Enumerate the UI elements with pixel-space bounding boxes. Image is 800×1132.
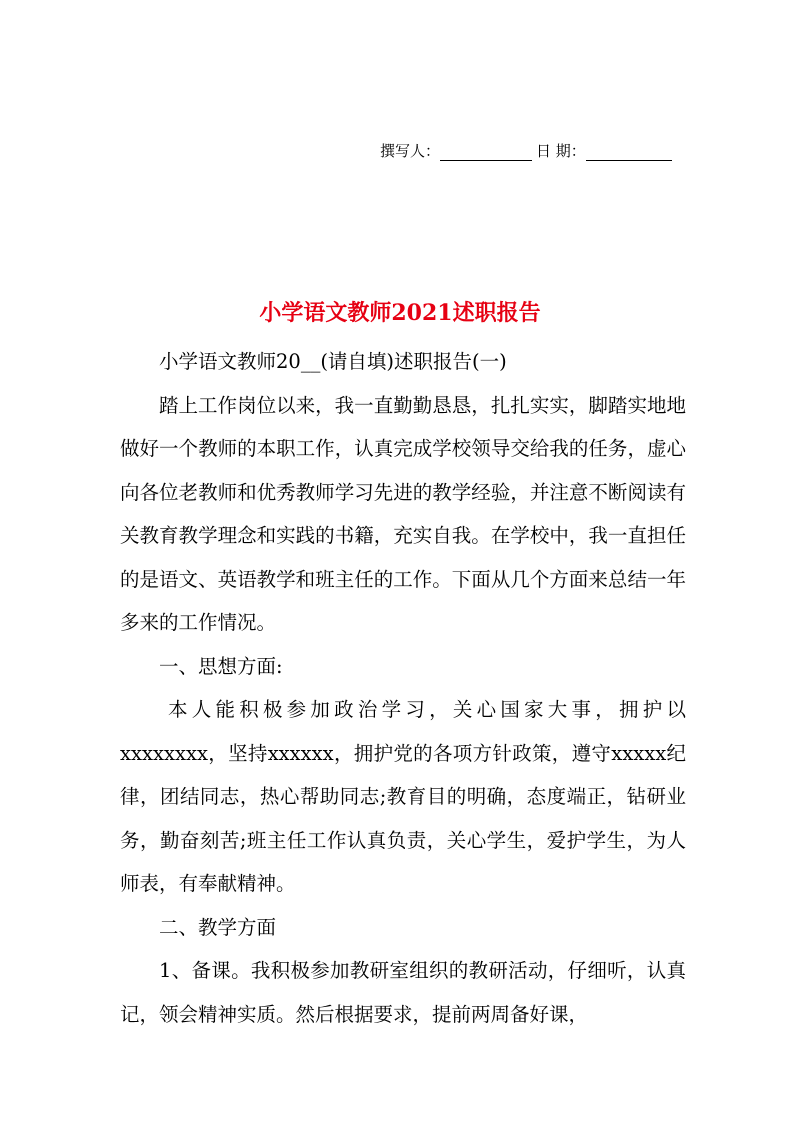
author-blank-line bbox=[440, 144, 532, 161]
document-body bbox=[120, 340, 686, 1036]
section2-item1-paragraph: 1、备课。我积极参加教研室组织的教研活动，仔细听，认真记，领会精神实质。然后根据要求，提前两周备好课， bbox=[120, 959, 686, 1026]
intro-paragraph: 踏上工作岗位以来，我一直勤勤恳恳，扎扎实实，脚踏实地地做好一个教师的本职工作，认真完成学校领导交给我的任务，虚心向各位老教师和优秀教师学习先进的教学经验，并注意不断阅读有关教育教学理念和实践的书籍，充实自我。在学校中，我一直担任的是语文、英语教学和班主任的工作。下面从几个方面来总结一年多来的工作情况。 bbox=[120, 393, 686, 634]
document-subtitle: 小学语文教师20__(请自填)述职报告(一) bbox=[159, 350, 507, 373]
author-label: 撰写人： bbox=[380, 142, 441, 160]
date-blank-line bbox=[586, 144, 672, 161]
section1-heading: 一、思想方面: bbox=[159, 654, 283, 678]
document-title: 小学语文教师2021述职报告 bbox=[259, 300, 541, 326]
section1-paragraph: 本人能积极参加政治学习，关心国家大事，拥护以xxxxxxxx，坚持xxxxxx，拥护党的各项方针政策，遵守xxxxx纪律，团结同志，热心帮助同志;教育目的明确，态度端正，钻研业务，勤奋刻苦;班主任工作认真负责，关心学生，爱护学生，为人师表，有奉献精神。 bbox=[120, 698, 686, 895]
section2-heading: 二、教学方面 bbox=[159, 915, 277, 939]
date-label: 日 期： bbox=[536, 142, 586, 160]
document-header bbox=[380, 140, 672, 161]
